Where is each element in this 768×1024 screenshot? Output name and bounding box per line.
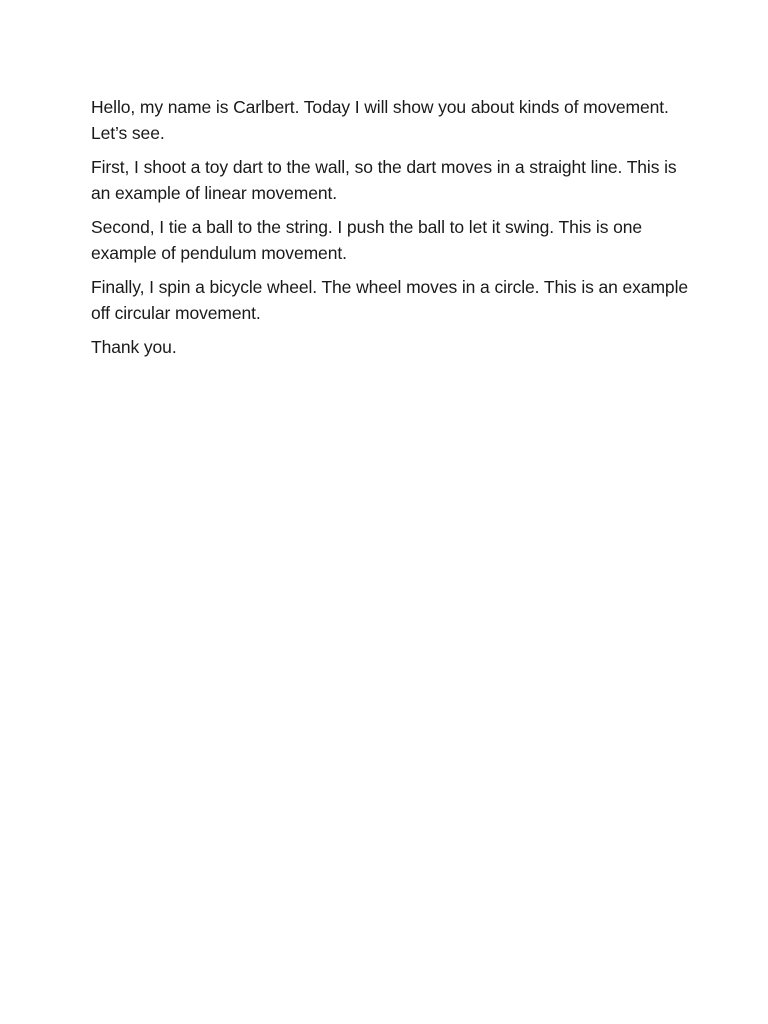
paragraph-pendulum-movement: Second, I tie a ball to the string. I push the ball to let it swing. This is one example of pendulum movement. [91, 217, 643, 263]
paragraph-closing: Thank you. [91, 337, 177, 357]
document-body [91, 94, 691, 368]
paragraph-linear-movement: First, I shoot a toy dart to the wall, so the dart moves in a straight line. This is an example of linear movement. [91, 157, 677, 203]
paragraph-introduction: Hello, my name is Carlbert. Today I will show you about kinds of movement. Let’s see. [91, 97, 669, 143]
paragraph-circular-movement: Finally, I spin a bicycle wheel. The wheel moves in a circle. This is an example off circular movement. [91, 277, 688, 323]
